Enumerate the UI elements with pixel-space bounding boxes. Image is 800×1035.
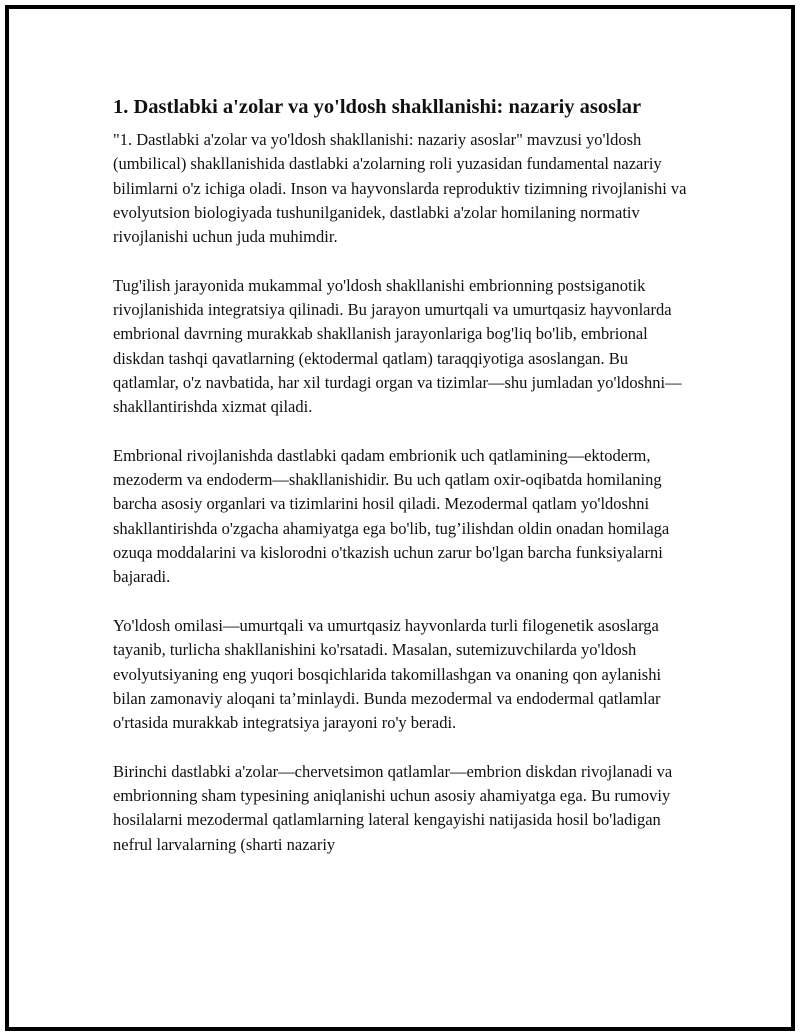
paragraph-1: "1. Dastlabki a'zolar va yo'ldosh shakllanishi: nazariy asoslar" mavzusi yo'ldosh (umbilical) shakllanishida dastlabki a'zolarning roli yuzasidan fundamental nazariy bilimlarni o'z ichiga oladi. Inson va hayvonslarda reproduktiv tizimning rivojlanishi va evolyutsion biologiyada tushunilganidek, dastlabki a'zolar homilaning normativ rivojlanishi uchun juda muhimdir. [113,130,687,247]
document-body [113,94,693,881]
paragraph-2: Tug'ilish jarayonida mukammal yo'ldosh shakllanishi embrionning postsiganotik rivojlanishida integratsiya qilinadi. Bu jarayon umurtqali va umurtqasiz hayvonlarda embrional davrning murakkab shakllanish jarayonlariga bog'liq bo'lib, embrional diskdan tashqi qavatlarning (ektodermal qatlam) taraqqiyotiga asoslangan. Bu qatlamlar, o'z navbatida, har xil turdagi organ va tizimlar—shu jumladan yo'ldoshni—shakllantirishda xizmat qiladi. [113,275,682,417]
section-title: 1. Dastlabki a'zolar va yo'ldosh shakllanishi: nazariy asoslar [113,96,642,118]
paragraph-3: Embrional rivojlanishda dastlabki qadam embrionik uch qatlamining—ektoderm, mezoderm va endoderm—shakllanishidir. Bu uch qatlam oxir-oqibatda homilaning barcha asosiy organlari va tizimlarini hosil qiladi. Mezodermal qatlam yo'ldoshni shakllantirishda o'zgacha ahamiyatga ega bo'lib, tug’ilishdan oldin onadan homilaga ozuqa moddalarini va kislorodni o'tkazish uchun zarur bo'lgan barcha funksiyalarni bajaradi. [113,445,670,587]
paragraph-5: Birinchi dastlabki a'zolar—chervetsimon qatlamlar—embrion diskdan rivojlanadi va embrionning sham typesining aniqlanishi uchun asosiy ahamiyatga ega. Bu rumoviy hosilalarni mezodermal qatlamlarning lateral kengayishi natijasida hosil bo'ladigan nefrul larvalarning (sharti nazariy [113,761,673,854]
paragraph-4: Yo'ldosh omilasi—umurtqali va umurtqasiz hayvonlarda turli filogenetik asoslarga tayanib, turlicha shakllanishini ko'rsatadi. Masalan, sutemizuvchilarda yo'ldosh evolyutsiyaning eng yuqori bosqichlarida takomillashgan va onaning qon aylanishi bilan zamonaviy aloqani ta’minlaydi. Bunda mezodermal va endodermal qatlamlar o'rtasida murakkab integratsiya jarayoni ro'y beradi. [113,615,662,733]
